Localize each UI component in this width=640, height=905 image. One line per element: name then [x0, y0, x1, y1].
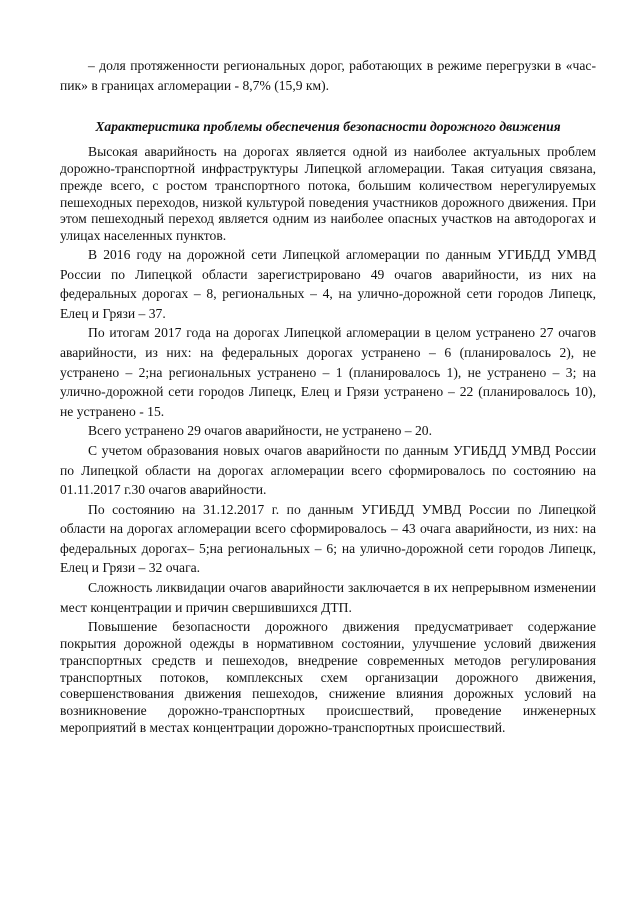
body-paragraph-4: Всего устранено 29 очагов аварийности, не устранено – 20.	[88, 423, 432, 439]
body-paragraph-3: По итогам 2017 года на дорогах Липецкой агломерации в целом устранено 27 очагов аварийности, из них: на федеральных дорогах устранено – 6 (планировалось 2), не устранено – 2;на региональных устранено – 1 (планировалось 1), не устранено – 3; на улично-дорожной сети городов Липецк, Елец и Грязи устранено – 22 (планировалось 10), не устранено - 15.	[60, 325, 596, 419]
body-paragraph-1: Высокая аварийность на дорогах является одной из наиболее актуальных проблем дорожно-транспортной инфраструктуры Липецкой агломерации. Такая ситуация связана, прежде всего, с ростом транспортного потока, большим количеством нерегулируемых пешеходных переходов, низкой культурой поведения участников дорожного движения. При этом пешеходный переход является одним из наиболее опасных участков на автодорогах и улицах населенных пунктов.	[60, 144, 596, 244]
body-paragraph-5: С учетом образования новых очагов аварийности по данным УГИБДД УМВД России по Липецкой области на дорогах агломерации всего сформировалось по состоянию на 01.11.2017 г.30 очагов аварийности.	[60, 442, 596, 498]
body-paragraph-6: По состоянию на 31.12.2017 г. по данным УГИБДД УМВД России по Липецкой области на дорогах агломерации всего сформировалось – 43 очага аварийности, из них: на федеральных дорогах– 5;на региональных – 6; на улично-дорожной сети городов Липецк, Елец и Грязи – 32 очага.	[60, 501, 596, 576]
document-page	[60, 56, 596, 737]
section-heading: Характеристика проблемы обеспечения безопасности дорожного движения	[95, 119, 561, 135]
body-paragraph-7: Сложность ликвидации очагов аварийности заключается в их непрерывном изменении мест концентрации и причин свершившихся ДТП.	[60, 580, 596, 615]
body-paragraph-2: В 2016 году на дорожной сети Липецкой агломерации по данным УГИБДД УМВД России по Липецкой области зарегистрировано 49 очагов аварийности, из них на федеральных дорогах – 8, региональных – 4, на улично-дорожной сети городов Липецк, Елец и Грязи – 37.	[60, 246, 596, 321]
body-paragraph-8: Повышение безопасности дорожного движения предусматривает содержание покрытия дорожной одежды в нормативном состоянии, улучшение условий движения транспортных средств и пешеходов, внедрение современных методов регулирования транспортных потоков, комплексных схем организации дорожного движения, совершенствования движения пешеходов, снижение влияния дорожных условий на возникновение дорожно-транспортных происшествий, проведение инженерных мероприятий в местах концентрации дорожно-транспортных происшествий.	[60, 619, 596, 736]
intro-paragraph: – доля протяженности региональных дорог, работающих в режиме перегрузки в «час-пик» в границах агломерации - 8,7% (15,9 км).	[60, 58, 596, 93]
